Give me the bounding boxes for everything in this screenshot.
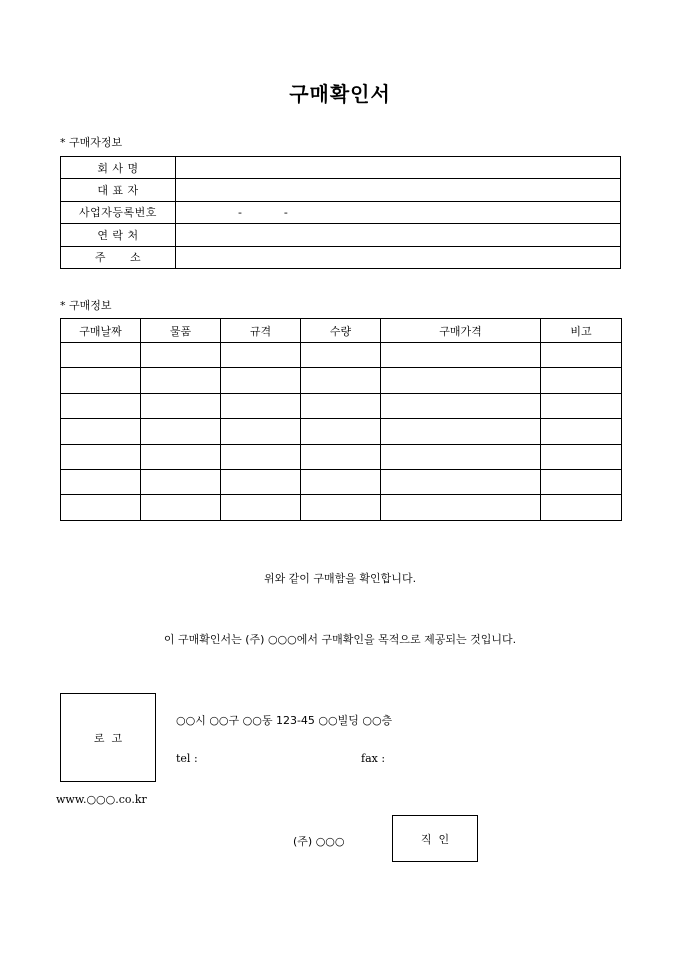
table-cell[interactable] bbox=[141, 469, 221, 494]
column-header-date: 구매날짜 bbox=[61, 319, 141, 343]
table-cell[interactable] bbox=[541, 419, 622, 444]
table-cell[interactable] bbox=[221, 393, 301, 418]
table-row bbox=[61, 224, 621, 246]
table-cell[interactable] bbox=[301, 469, 381, 494]
table-cell[interactable] bbox=[541, 444, 622, 469]
table-cell[interactable] bbox=[61, 368, 141, 393]
table-cell[interactable] bbox=[141, 393, 221, 418]
column-header-price: 구매가격 bbox=[381, 319, 541, 343]
table-cell[interactable] bbox=[381, 444, 541, 469]
table-cell[interactable] bbox=[141, 419, 221, 444]
table-row bbox=[61, 157, 621, 179]
table-cell[interactable] bbox=[61, 495, 141, 520]
buyer-section-label: * 구매자정보 bbox=[60, 136, 123, 149]
table-cell[interactable] bbox=[301, 444, 381, 469]
table-cell[interactable] bbox=[301, 393, 381, 418]
table-cell[interactable] bbox=[381, 393, 541, 418]
table-cell[interactable] bbox=[541, 343, 622, 368]
table-cell[interactable] bbox=[381, 469, 541, 494]
table-cell[interactable] bbox=[61, 469, 141, 494]
table-cell[interactable] bbox=[61, 343, 141, 368]
table-cell[interactable] bbox=[61, 444, 141, 469]
table-cell[interactable] bbox=[221, 495, 301, 520]
table-row bbox=[61, 179, 621, 201]
table-row bbox=[61, 495, 622, 520]
table-cell[interactable] bbox=[221, 343, 301, 368]
buyer-key-company: 회 사 명 bbox=[61, 157, 176, 179]
table-row bbox=[61, 419, 622, 444]
table-row bbox=[61, 368, 622, 393]
buyer-key-contact: 연 락 처 bbox=[61, 224, 176, 246]
table-cell[interactable] bbox=[221, 469, 301, 494]
buyer-value-company[interactable] bbox=[176, 157, 621, 179]
purchase-info-table bbox=[60, 318, 622, 521]
buyer-info-table bbox=[60, 156, 621, 269]
table-cell[interactable] bbox=[301, 343, 381, 368]
table-row bbox=[61, 246, 621, 268]
buyer-key-address: 주 소 bbox=[61, 246, 176, 268]
table-cell[interactable] bbox=[61, 419, 141, 444]
buyer-value-business-number[interactable]: - - bbox=[176, 201, 621, 223]
table-cell[interactable] bbox=[541, 469, 622, 494]
buyer-key-business-number: 사업자등록번호 bbox=[61, 201, 176, 223]
table-cell[interactable] bbox=[381, 343, 541, 368]
table-header-row bbox=[61, 319, 622, 343]
confirmation-statement: 위와 같이 구매함을 확인합니다. bbox=[263, 572, 417, 585]
table-cell[interactable] bbox=[221, 419, 301, 444]
buyer-value-address[interactable] bbox=[176, 246, 621, 268]
table-row bbox=[61, 343, 622, 368]
table-cell[interactable] bbox=[381, 495, 541, 520]
table-row bbox=[61, 393, 622, 418]
company-name: (주) ○○○ bbox=[293, 835, 345, 848]
table-cell[interactable] bbox=[221, 444, 301, 469]
table-cell[interactable] bbox=[141, 495, 221, 520]
table-row bbox=[61, 469, 622, 494]
buyer-value-representative[interactable] bbox=[176, 179, 621, 201]
table-cell[interactable] bbox=[141, 368, 221, 393]
table-cell[interactable] bbox=[141, 444, 221, 469]
table-cell[interactable] bbox=[301, 495, 381, 520]
tel-label: tel : bbox=[176, 752, 198, 765]
table-row bbox=[61, 201, 621, 223]
company-seal-box bbox=[392, 815, 478, 862]
fax-label: fax : bbox=[361, 752, 386, 765]
table-row bbox=[61, 444, 622, 469]
seal-label: 직 인 bbox=[420, 832, 450, 846]
company-website: www.○○○.co.kr bbox=[56, 793, 147, 806]
table-cell[interactable] bbox=[381, 419, 541, 444]
logo-label: 로 고 bbox=[93, 731, 123, 745]
table-cell[interactable] bbox=[301, 368, 381, 393]
company-address: ○○시 ○○구 ○○동 123-45 ○○빌딩 ○○층 bbox=[176, 714, 393, 727]
buyer-key-representative: 대 표 자 bbox=[61, 179, 176, 201]
table-cell[interactable] bbox=[221, 368, 301, 393]
table-cell[interactable] bbox=[541, 393, 622, 418]
table-cell[interactable] bbox=[301, 419, 381, 444]
logo-placeholder bbox=[60, 693, 156, 782]
table-cell[interactable] bbox=[541, 368, 622, 393]
column-header-item: 물품 bbox=[141, 319, 221, 343]
column-header-note: 비고 bbox=[541, 319, 622, 343]
table-cell[interactable] bbox=[141, 343, 221, 368]
purchase-section-label: * 구매정보 bbox=[60, 299, 112, 312]
table-cell[interactable] bbox=[541, 495, 622, 520]
column-header-spec: 규격 bbox=[221, 319, 301, 343]
buyer-value-contact[interactable] bbox=[176, 224, 621, 246]
column-header-quantity: 수량 bbox=[301, 319, 381, 343]
document-title: 구매확인서 bbox=[289, 82, 391, 106]
purpose-statement: 이 구매확인서는 (주) ○○○에서 구매확인을 목적으로 제공되는 것입니다. bbox=[163, 633, 517, 646]
table-cell[interactable] bbox=[61, 393, 141, 418]
table-cell[interactable] bbox=[381, 368, 541, 393]
